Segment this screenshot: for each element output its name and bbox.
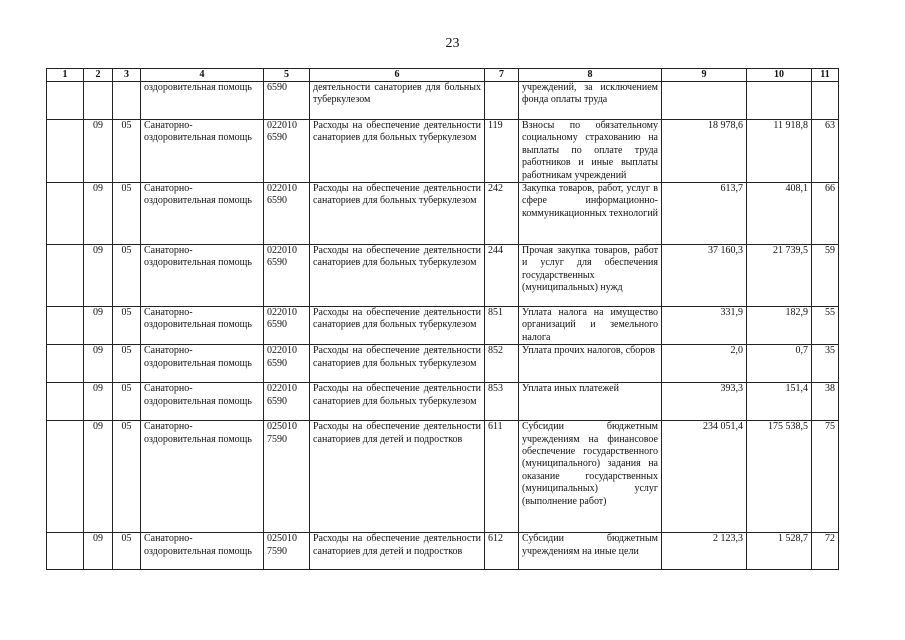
- cell-row-num: [47, 120, 84, 183]
- cell-actual: 408,1: [747, 183, 812, 245]
- cell-row-num: [47, 383, 84, 421]
- cell-percent: 72: [812, 533, 839, 570]
- cell-expense-type: 852: [485, 345, 519, 383]
- table-row: [47, 245, 839, 307]
- cell-target-name: Расходы на обеспечение деятельности санаториев для больных туберкулезом: [310, 120, 485, 183]
- cell-planned: [662, 82, 747, 120]
- table-row: [47, 345, 839, 383]
- cell-subsection-name: оздоровительная помощь: [141, 82, 264, 120]
- cell-subsection: 05: [113, 120, 141, 183]
- cell-target-code: 6590: [264, 82, 310, 120]
- cell-subsection-name: Санаторно-оздоровительная помощь: [141, 245, 264, 307]
- cell-percent: 66: [812, 183, 839, 245]
- cell-percent: [812, 82, 839, 120]
- cell-subsection-name: Санаторно-оздоровительная помощь: [141, 345, 264, 383]
- cell-actual: 11 918,8: [747, 120, 812, 183]
- cell-expense-name: Уплата прочих налогов, сборов: [519, 345, 662, 383]
- cell-row-num: [47, 82, 84, 120]
- table-row: [47, 383, 839, 421]
- cell-subsection: 05: [113, 307, 141, 345]
- col-header-11: 11: [812, 69, 839, 82]
- cell-subsection-name: Санаторно-оздоровительная помощь: [141, 383, 264, 421]
- cell-expense-name: Уплата иных платежей: [519, 383, 662, 421]
- cell-planned: 2 123,3: [662, 533, 747, 570]
- table-row: [47, 421, 839, 533]
- cell-expense-type: [485, 82, 519, 120]
- cell-percent: 55: [812, 307, 839, 345]
- cell-target-name: Расходы на обеспечение деятельности санаториев для больных туберкулезом: [310, 307, 485, 345]
- cell-percent: 38: [812, 383, 839, 421]
- cell-row-num: [47, 421, 84, 533]
- cell-row-num: [47, 345, 84, 383]
- col-header-4: 4: [141, 69, 264, 82]
- cell-target-name: деятельности санаториев для больных туберкулезом: [310, 82, 485, 120]
- cell-row-num: [47, 245, 84, 307]
- cell-subsection-name: Санаторно-оздоровительная помощь: [141, 421, 264, 533]
- cell-expense-type: 119: [485, 120, 519, 183]
- cell-expense-type: 244: [485, 245, 519, 307]
- cell-target-code: 025010 7590: [264, 533, 310, 570]
- cell-planned: 393,3: [662, 383, 747, 421]
- cell-target-code: 022010 6590: [264, 245, 310, 307]
- cell-target-code: 022010 6590: [264, 345, 310, 383]
- cell-expense-name: Уплата налога на имущество организаций и земельного налога: [519, 307, 662, 345]
- cell-actual: 1 528,7: [747, 533, 812, 570]
- cell-expense-name: Взносы по обязательному социальному страхованию на выплаты по оплате труда работников и иные выплаты работникам учреждений: [519, 120, 662, 183]
- cell-percent: 59: [812, 245, 839, 307]
- col-header-1: 1: [47, 69, 84, 82]
- cell-actual: 0,7: [747, 345, 812, 383]
- cell-actual: 182,9: [747, 307, 812, 345]
- cell-expense-type: 242: [485, 183, 519, 245]
- page-number: 23: [445, 36, 460, 51]
- cell-target-name: Расходы на обеспечение деятельности санаториев для детей и подростков: [310, 421, 485, 533]
- cell-target-name: Расходы на обеспечение деятельности санаториев для детей и подростков: [310, 533, 485, 570]
- header-row: [47, 69, 839, 82]
- cell-subsection: 05: [113, 245, 141, 307]
- cell-row-num: [47, 533, 84, 570]
- table-row: [47, 82, 839, 120]
- cell-actual: 175 538,5: [747, 421, 812, 533]
- cell-expense-name: Субсидии бюджетным учреждениям на финансовое обеспечение государственного (муниципального) задания на оказание государственных (муниципальных) услуг (выполнение работ): [519, 421, 662, 533]
- cell-planned: 613,7: [662, 183, 747, 245]
- cell-row-num: [47, 183, 84, 245]
- cell-section: 09: [84, 120, 113, 183]
- cell-target-name: Расходы на обеспечение деятельности санаториев для больных туберкулезом: [310, 183, 485, 245]
- table-row: [47, 533, 839, 570]
- cell-expense-name: Субсидии бюджетным учреждениям на иные цели: [519, 533, 662, 570]
- col-header-10: 10: [747, 69, 812, 82]
- col-header-3: 3: [113, 69, 141, 82]
- table-row: [47, 183, 839, 245]
- cell-subsection: 05: [113, 533, 141, 570]
- col-header-7: 7: [485, 69, 519, 82]
- cell-section: 09: [84, 245, 113, 307]
- cell-planned: 331,9: [662, 307, 747, 345]
- cell-target-name: Расходы на обеспечение деятельности санаториев для больных туберкулезом: [310, 383, 485, 421]
- cell-target-code: 022010 6590: [264, 183, 310, 245]
- cell-actual: 21 739,5: [747, 245, 812, 307]
- cell-subsection-name: Санаторно-оздоровительная помощь: [141, 307, 264, 345]
- budget-table: [46, 68, 839, 570]
- cell-subsection: [113, 82, 141, 120]
- cell-expense-type: 851: [485, 307, 519, 345]
- cell-subsection-name: Санаторно-оздоровительная помощь: [141, 183, 264, 245]
- col-header-6: 6: [310, 69, 485, 82]
- col-header-2: 2: [84, 69, 113, 82]
- cell-percent: 63: [812, 120, 839, 183]
- table-row: [47, 307, 839, 345]
- cell-actual: [747, 82, 812, 120]
- cell-section: 09: [84, 533, 113, 570]
- cell-expense-name: Прочая закупка товаров, работ и услуг для обеспечения государственных (муниципальных) нужд: [519, 245, 662, 307]
- cell-expense-type: 853: [485, 383, 519, 421]
- cell-section: 09: [84, 421, 113, 533]
- cell-section: 09: [84, 345, 113, 383]
- cell-target-code: 022010 6590: [264, 120, 310, 183]
- cell-expense-name: учреждений, за исключением фонда оплаты труда: [519, 82, 662, 120]
- cell-subsection-name: Санаторно-оздоровительная помощь: [141, 120, 264, 183]
- cell-row-num: [47, 307, 84, 345]
- cell-planned: 37 160,3: [662, 245, 747, 307]
- cell-target-code: 022010 6590: [264, 307, 310, 345]
- col-header-5: 5: [264, 69, 310, 82]
- cell-section: 09: [84, 307, 113, 345]
- cell-planned: 18 978,6: [662, 120, 747, 183]
- cell-subsection-name: Санаторно-оздоровительная помощь: [141, 533, 264, 570]
- cell-section: 09: [84, 383, 113, 421]
- cell-target-name: Расходы на обеспечение деятельности санаториев для больных туберкулезом: [310, 345, 485, 383]
- col-header-8: 8: [519, 69, 662, 82]
- cell-percent: 35: [812, 345, 839, 383]
- cell-percent: 75: [812, 421, 839, 533]
- col-header-9: 9: [662, 69, 747, 82]
- cell-planned: 234 051,4: [662, 421, 747, 533]
- cell-expense-type: 612: [485, 533, 519, 570]
- cell-subsection: 05: [113, 421, 141, 533]
- cell-target-code: 022010 6590: [264, 383, 310, 421]
- cell-subsection: 05: [113, 383, 141, 421]
- cell-section: [84, 82, 113, 120]
- cell-planned: 2,0: [662, 345, 747, 383]
- cell-section: 09: [84, 183, 113, 245]
- cell-expense-type: 611: [485, 421, 519, 533]
- cell-target-name: Расходы на обеспечение деятельности санаториев для больных туберкулезом: [310, 245, 485, 307]
- cell-expense-name: Закупка товаров, работ, услуг в сфере информационно-коммуникационных технологий: [519, 183, 662, 245]
- cell-subsection: 05: [113, 183, 141, 245]
- table-row: [47, 120, 839, 183]
- cell-target-code: 025010 7590: [264, 421, 310, 533]
- cell-actual: 151,4: [747, 383, 812, 421]
- cell-subsection: 05: [113, 345, 141, 383]
